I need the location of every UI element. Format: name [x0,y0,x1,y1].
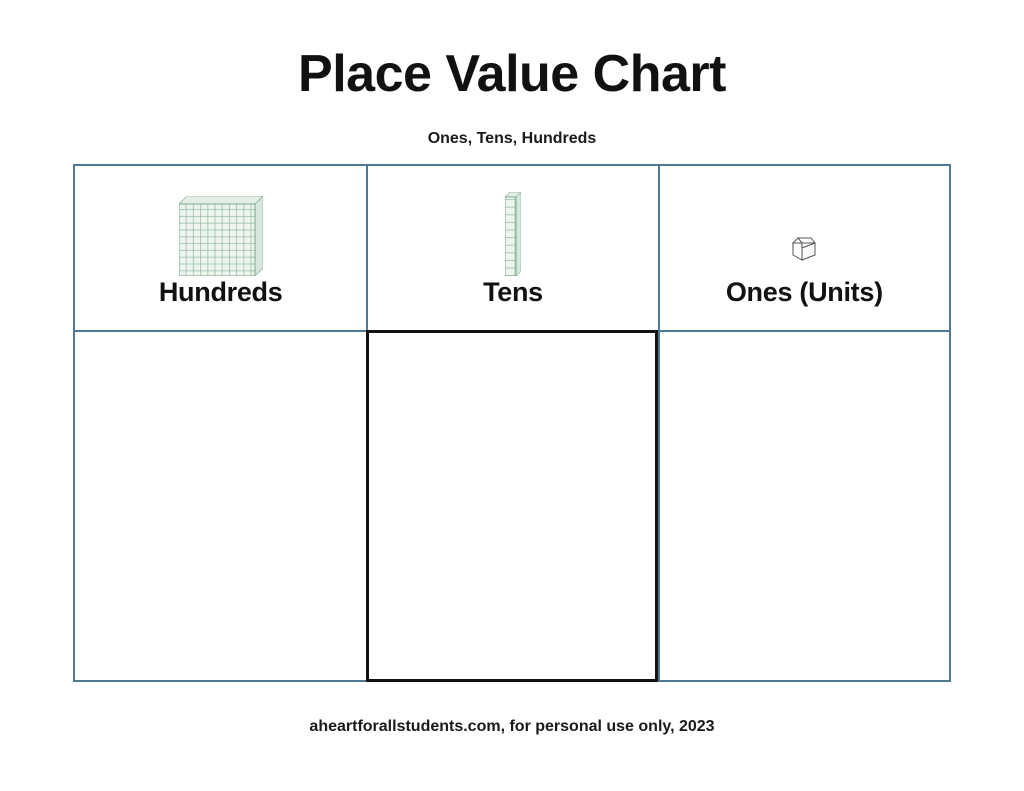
footer-credit: aheartforallstudents.com, for personal use only, 2023 [309,718,715,735]
column-label-hundreds: Hundreds [158,277,283,307]
place-value-chart [73,164,951,682]
column-header-hundreds [75,166,366,330]
column-header-tens [366,166,657,330]
page-subtitle: Ones, Tens, Hundreds [427,130,597,147]
hundreds-flat-block-icon [75,180,366,276]
ones-unit-cube-icon [660,180,949,276]
tens-rod-block-icon [368,180,657,276]
page-title: Place Value Chart [298,45,726,103]
answer-cell-ones[interactable] [658,332,949,680]
chart-header-row [75,166,949,332]
column-header-ones [658,166,949,330]
column-label-tens: Tens [483,277,543,307]
column-label-ones: Ones (Units) [725,277,883,307]
answer-cell-hundreds[interactable] [75,332,366,680]
answer-cell-tens[interactable] [366,330,657,682]
chart-answer-row [75,332,949,680]
